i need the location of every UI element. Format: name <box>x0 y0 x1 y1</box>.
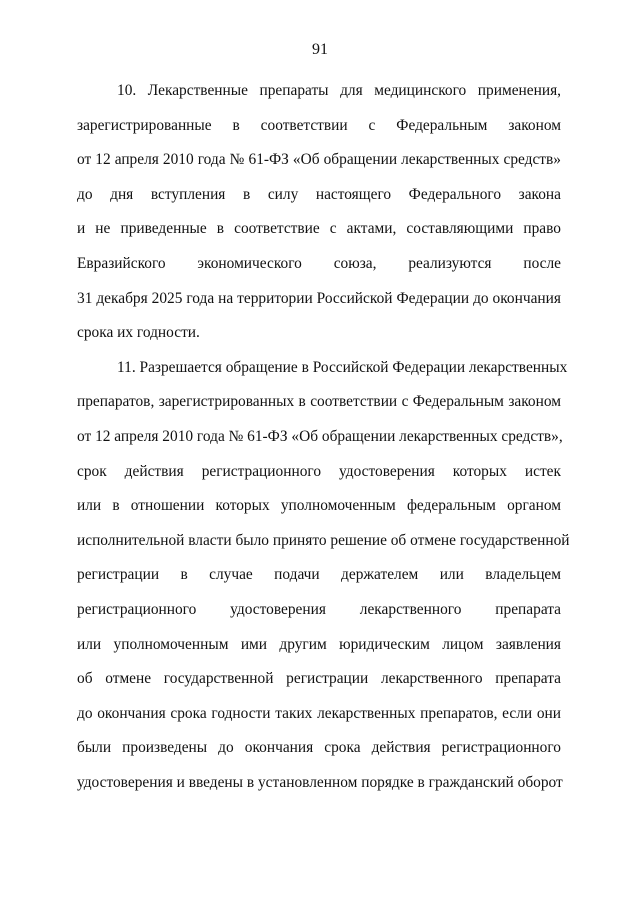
text-line: регистрационного удостоверения лекарственного препарата <box>77 600 561 618</box>
paragraph-10 <box>77 74 561 351</box>
text-line: до окончания срока годности таких лекарственных препаратов, если они <box>77 704 561 722</box>
text-line: были произведены до окончания срока действия регистрационного <box>77 739 561 757</box>
text-line: об отмене государственной регистрации лекарственного препарата <box>77 670 561 688</box>
text-line: зарегистрированные в соответствии с Федеральным законом <box>77 116 561 134</box>
text-line: 31 декабря 2025 года на территории Российской Федерации до окончания <box>77 289 561 307</box>
paragraph-11 <box>77 351 570 801</box>
text-line: срок действия регистрационного удостоверения которых истек <box>77 462 561 480</box>
text-line: от 12 апреля 2010 года № 61-ФЗ «Об обращении лекарственных средств», <box>77 427 563 445</box>
text-line: от 12 апреля 2010 года № 61-ФЗ «Об обращении лекарственных средств» <box>77 151 561 169</box>
text-line: удостоверения и введены в установленном порядке в гражданский оборот <box>77 773 563 791</box>
text-line: исполнительной власти было принято решение об отмене государственной <box>77 531 570 549</box>
text-line: 11. Разрешается обращение в Российской Федерации лекарственных <box>117 358 568 376</box>
text-line: и не приведенные в соответствие с актами, составляющими право <box>77 220 561 238</box>
text-line: до дня вступления в силу настоящего Федерального закона <box>77 185 561 203</box>
text-line: Евразийского экономического союза, реализуются после <box>77 254 561 272</box>
page-number: 91 <box>312 41 328 58</box>
text-line: препаратов, зарегистрированных в соответствии с Федеральным законом <box>77 393 561 411</box>
text-line: или уполномоченным ими другим юридическим лицом заявления <box>77 635 561 653</box>
text-line: или в отношении которых уполномоченным федеральным органом <box>77 497 561 515</box>
text-line: 10. Лекарственные препараты для медицинского применения, <box>117 82 561 99</box>
text-line: регистрации в случае подачи держателем или владельцем <box>77 566 561 584</box>
text-line: срока их годности. <box>77 324 200 342</box>
body-text <box>77 74 570 800</box>
